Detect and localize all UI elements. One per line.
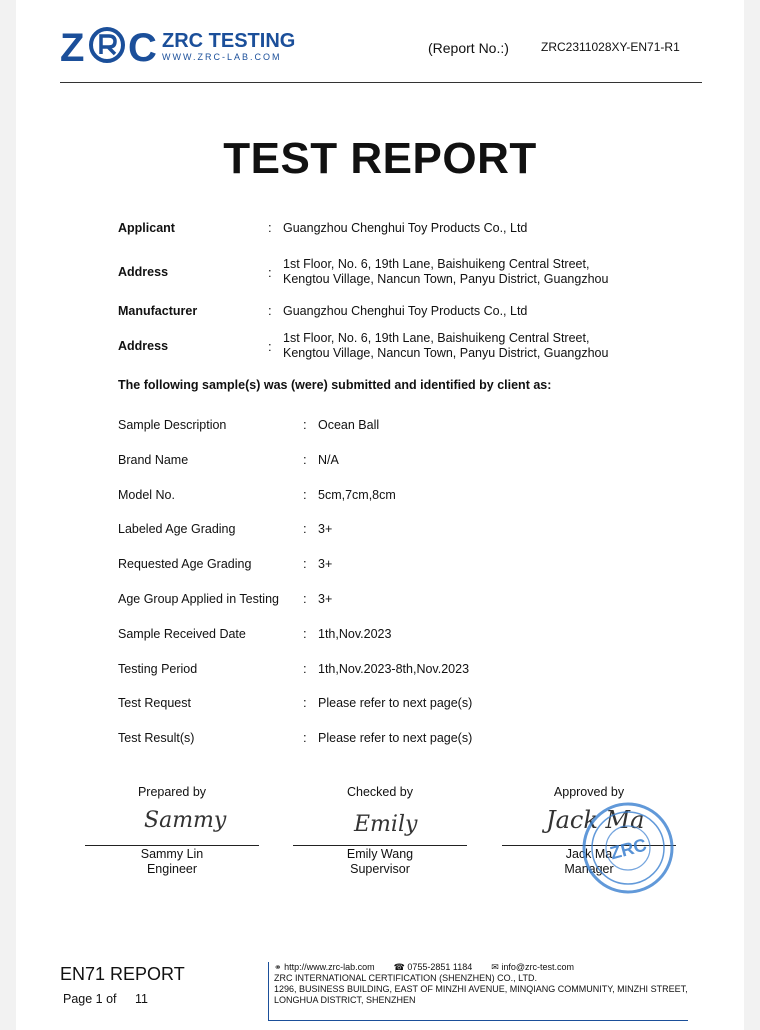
labeled-age-colon: : bbox=[303, 521, 307, 536]
prepared-by-label: Prepared by bbox=[137, 785, 207, 799]
applicant-address-line2: Kengtou Village, Nancun Town, Panyu District, Guangzhou bbox=[283, 272, 609, 286]
stamp-text: ZRC bbox=[607, 834, 649, 864]
test-result-label: Test Result(s) bbox=[118, 731, 195, 745]
requested-age-value: 3+ bbox=[318, 557, 333, 571]
brand-name-colon: : bbox=[303, 452, 307, 467]
testing-period-value: 1th,Nov.2023-8th,Nov.2023 bbox=[318, 662, 470, 676]
company-seal-stamp bbox=[580, 800, 676, 896]
received-date-value: 1th,Nov.2023 bbox=[318, 627, 392, 641]
manufacturer-address-line2: Kengtou Village, Nancun Town, Panyu District, Guangzhou bbox=[283, 346, 609, 360]
report-number: ZRC2311028XY-EN71-R1 bbox=[541, 40, 680, 54]
age-group-value: 3+ bbox=[318, 592, 333, 606]
manufacturer-address-line1: 1st Floor, No. 6, 19th Lane, Baishuikeng Central Street, bbox=[283, 331, 590, 345]
labeled-age-value: 3+ bbox=[318, 522, 333, 536]
manufacturer-address-label: Address bbox=[118, 339, 169, 353]
model-no-label: Model No. bbox=[118, 488, 175, 502]
labeled-age-label: Labeled Age Grading bbox=[118, 522, 236, 536]
test-request-colon: : bbox=[303, 695, 307, 710]
page-title: TEST REPORT bbox=[223, 134, 537, 183]
approved-signature: Jack Ma bbox=[546, 806, 645, 834]
globe-icon: ⚭ bbox=[274, 962, 282, 972]
test-request-value: Please refer to next page(s) bbox=[318, 696, 473, 710]
footer-report-title: EN71 REPORT bbox=[60, 964, 185, 984]
prepared-signature-line bbox=[85, 845, 259, 846]
model-no-value: 5cm,7cm,8cm bbox=[318, 488, 396, 502]
footer-address-line1: 1296, BUSINESS BUILDING, EAST OF MINZHI AVENUE, MINQIANG COMMUNITY, MINZHI STREET, bbox=[274, 984, 688, 994]
logo-letter-c: C bbox=[128, 26, 157, 70]
requested-age-label: Requested Age Grading bbox=[118, 557, 252, 571]
manufacturer-label: Manufacturer bbox=[118, 304, 198, 318]
manufacturer-address-colon: : bbox=[268, 339, 272, 354]
testing-period-colon: : bbox=[303, 661, 307, 676]
manufacturer-value: Guangzhou Chenghui Toy Products Co., Ltd bbox=[283, 304, 528, 318]
footer-page-total: 11 bbox=[135, 992, 148, 1006]
prepared-signature: Sammy bbox=[144, 808, 227, 833]
testing-period-label: Testing Period bbox=[118, 662, 198, 676]
brand-website: WWW.ZRC-LAB.COM bbox=[162, 52, 282, 62]
received-date-colon: : bbox=[303, 626, 307, 641]
checked-title: Supervisor bbox=[350, 862, 410, 876]
footer-contact-line bbox=[274, 962, 574, 973]
sample-description-colon: : bbox=[303, 417, 307, 432]
checked-name: Emily Wang bbox=[346, 847, 414, 861]
sample-description-value: Ocean Ball bbox=[318, 418, 380, 432]
brand-name: ZRC TESTING bbox=[162, 30, 296, 52]
applicant-value: Guangzhou Chenghui Toy Products Co., Ltd bbox=[283, 221, 528, 235]
checked-by-label: Checked by bbox=[346, 785, 413, 799]
header-divider bbox=[60, 82, 702, 83]
footer-bottom-line bbox=[268, 1020, 688, 1021]
brand-name-label: Brand Name bbox=[118, 453, 189, 467]
received-date-label: Sample Received Date bbox=[118, 627, 246, 641]
footer-company: ZRC INTERNATIONAL CERTIFICATION (SHENZHEN) CO., LTD. bbox=[274, 973, 538, 983]
checked-signature: Emily bbox=[354, 812, 418, 837]
footer-address-line2: LONGHUA DISTRICT, SHENZHEN bbox=[274, 995, 416, 1005]
logo-letter-z: Z bbox=[60, 26, 84, 70]
report-number-label: (Report No.:) bbox=[428, 40, 509, 56]
footer-page-label: Page 1 of bbox=[63, 992, 117, 1006]
applicant-address-label: Address bbox=[118, 265, 169, 279]
sample-description-label: Sample Description bbox=[118, 418, 227, 432]
approved-by-label: Approved by bbox=[553, 785, 625, 799]
test-request-label: Test Request bbox=[118, 696, 191, 710]
logo-r-circle-icon bbox=[88, 26, 126, 64]
approved-name: Jack Ma bbox=[565, 847, 613, 861]
email-icon: ✉ bbox=[491, 962, 499, 972]
report-page bbox=[16, 0, 744, 1030]
approved-title: Manager bbox=[564, 862, 614, 876]
test-result-value: Please refer to next page(s) bbox=[318, 731, 473, 745]
model-no-colon: : bbox=[303, 487, 307, 502]
test-result-colon: : bbox=[303, 730, 307, 745]
requested-age-colon: : bbox=[303, 556, 307, 571]
applicant-colon: : bbox=[268, 220, 272, 235]
footer-email[interactable]: info@zrc-test.com bbox=[501, 962, 575, 972]
footer-phone: 0755-2851 1184 bbox=[407, 962, 473, 972]
age-group-colon: : bbox=[303, 591, 307, 606]
applicant-label: Applicant bbox=[118, 221, 175, 235]
footer-web[interactable]: http://www.zrc-lab.com bbox=[284, 962, 375, 972]
brand-name-value: N/A bbox=[318, 453, 339, 467]
manufacturer-colon: : bbox=[268, 303, 272, 318]
prepared-name: Sammy Lin bbox=[140, 847, 204, 861]
sample-intro: The following sample(s) was (were) submitted and identified by client as: bbox=[118, 378, 552, 392]
checked-signature-line bbox=[293, 845, 467, 846]
applicant-address-line1: 1st Floor, No. 6, 19th Lane, Baishuikeng Central Street, bbox=[283, 257, 590, 271]
footer-vertical-bar bbox=[268, 962, 269, 1020]
age-group-label: Age Group Applied in Testing bbox=[118, 592, 279, 606]
prepared-title: Engineer bbox=[146, 862, 198, 876]
applicant-address-colon: : bbox=[268, 265, 272, 280]
phone-icon: ☎ bbox=[393, 962, 405, 972]
